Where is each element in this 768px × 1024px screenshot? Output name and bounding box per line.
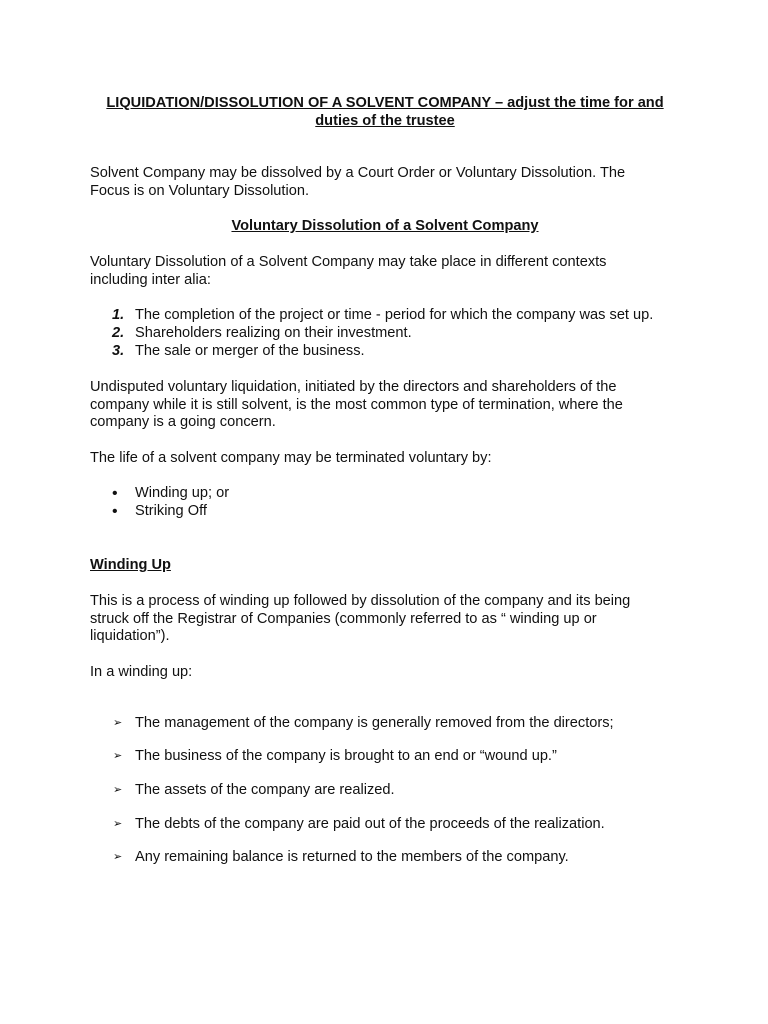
list-item-text: The management of the company is generally removed from the directors; [135,715,614,731]
arrow-bullet-icon: ➢ [113,851,123,863]
undisputed-liquidation-paragraph: Undisputed voluntary liquidation, initiated by the directors and shareholders of the company while it is still solvent, is the most common type of termination, where the company is a going concern. [90,379,623,431]
arrow-bullet-icon: ➢ [113,717,123,729]
arrow-bullet-icon: ➢ [113,818,123,830]
list-item-text: Winding up; or [135,485,230,501]
document-title: LIQUIDATION/DISSOLUTION OF A SOLVENT COMPANY – adjust the time for and duties of the trustee [106,95,664,129]
list-item-text: The assets of the company are realized. [135,782,395,798]
termination-intro-paragraph: The life of a solvent company may be terminated voluntary by: [90,450,492,466]
in-winding-up-label: In a winding up: [90,664,193,680]
list-item-text: Any remaining balance is returned to the members of the company. [135,849,569,865]
list-item-text: Shareholders realizing on their investment. [135,325,412,341]
section-heading-voluntary-dissolution: Voluntary Dissolution of a Solvent Company [231,218,539,234]
list-item [90,307,690,325]
list-item-text: The sale or merger of the business. [135,343,365,359]
section-heading-winding-up: Winding Up [90,557,171,573]
list-item [90,343,690,361]
bullet-icon: • [112,503,118,520]
list-item [90,503,690,521]
list-item [90,748,690,766]
intro-paragraph: Solvent Company may be dissolved by a Court Order or Voluntary Dissolution. The Focus is on Voluntary Dissolution. [90,165,626,199]
list-number: 1. [112,307,125,323]
list-item-text: Striking Off [135,503,207,519]
list-number: 2. [112,325,125,341]
winding-up-paragraph: This is a process of winding up followed by dissolution of the company and its being struck off the Registrar of Companies (commonly referred to as “ winding up or liquidation”). [90,593,631,645]
list-item-text: The business of the company is brought to an end or “wound up.” [135,748,557,764]
list-item [90,325,690,343]
list-number: 3. [112,343,125,359]
list-item-text: The completion of the project or time - period for which the company was set up. [135,307,654,323]
list-item [90,782,690,800]
list-item-text: The debts of the company are paid out of the proceeds of the realization. [135,816,605,832]
list-item [90,715,690,733]
list-item [90,485,690,503]
list-item [90,849,690,867]
bullet-icon: • [112,485,118,502]
list-item [90,816,690,834]
section-intro-paragraph: Voluntary Dissolution of a Solvent Company may take place in different contexts including inter alia: [90,254,607,288]
arrow-bullet-icon: ➢ [113,784,123,796]
arrow-bullet-icon: ➢ [113,750,123,762]
